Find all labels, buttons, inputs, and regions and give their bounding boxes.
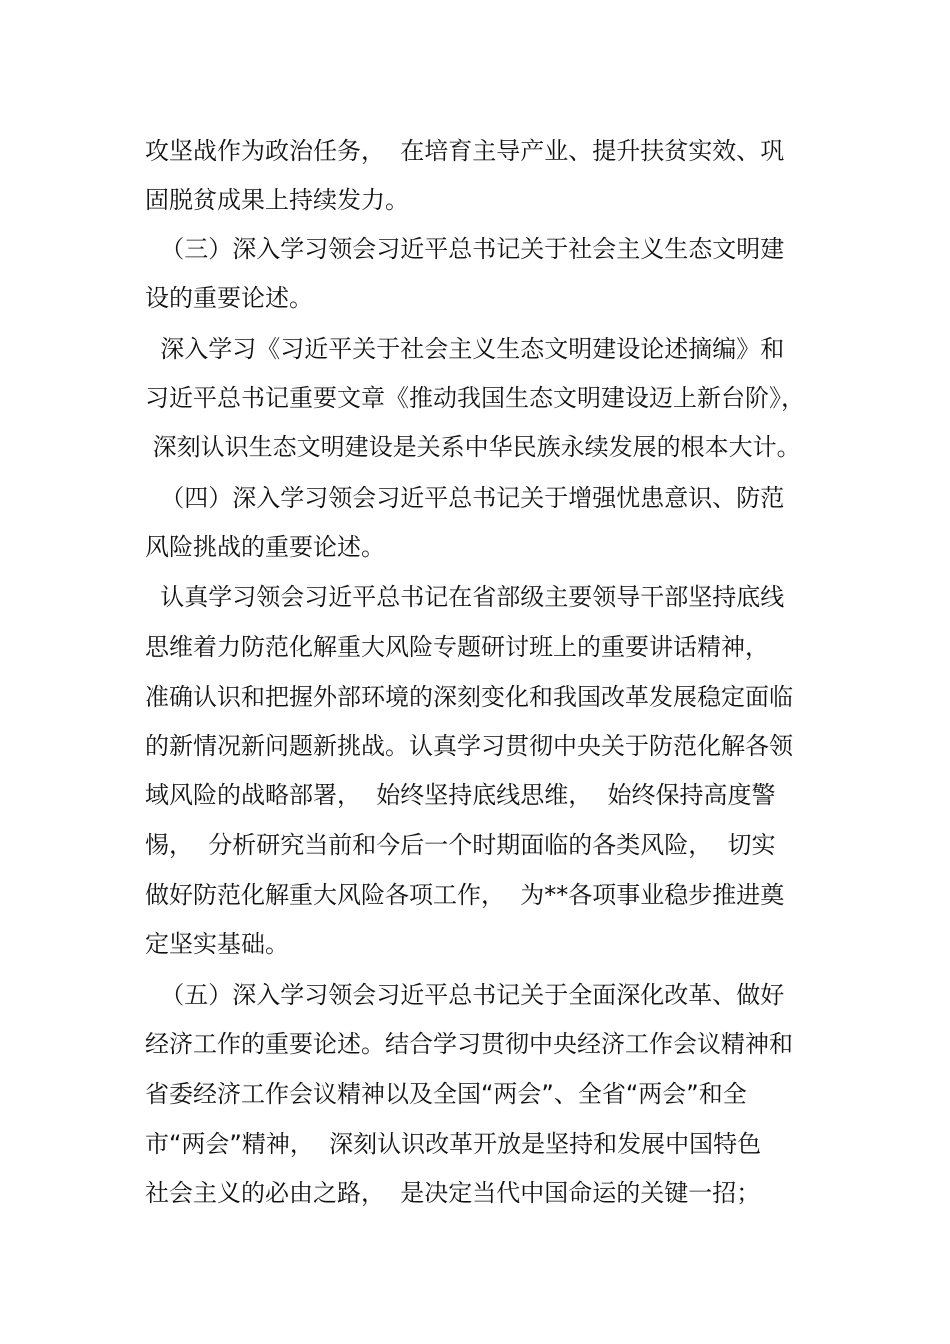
text-line: 深刻认识生态文明建设是关系中华民族永续发展的根本大计。 xyxy=(145,433,801,461)
text-line: （五）深入学习领会习近平总书记关于全面深化改革、做好 xyxy=(145,981,785,1009)
text-line: 固脱贫成果上持续发力。 xyxy=(145,186,409,214)
text-line: 认真学习领会习近平总书记在省部级主要领导干部坚持底线 xyxy=(145,583,785,611)
text-line: 省委经济工作会议精神以及全国“两会”、全省“两会”和全 xyxy=(145,1080,747,1108)
text-line: 定坚实基础。 xyxy=(145,930,289,958)
text-line: （四）深入学习领会习近平总书记关于增强忧患意识、防范 xyxy=(145,484,785,512)
text-line: 惕， 分析研究当前和今后一个时期面临的各类风险， 切实 xyxy=(145,831,776,859)
text-line: 思维着力防范化解重大风险专题研讨班上的重要讲话精神， xyxy=(145,633,769,661)
text-line: 经济工作的重要论述。结合学习贯彻中央经济工作会议精神和 xyxy=(145,1030,793,1058)
text-line: 攻坚战作为政治任务， 在培育主导产业、提升扶贫实效、巩 xyxy=(145,137,785,165)
text-line: 设的重要论述。 xyxy=(145,284,313,312)
text-line: 习近平总书记重要文章《推动我国生态文明建设迈上新台阶》， xyxy=(145,384,805,412)
text-line: 做好防范化解重大风险各项工作， 为**各项事业稳步推进奠 xyxy=(145,881,785,909)
text-line: 的新情况新问题新挑战。认真学习贯彻中央关于防范化解各领 xyxy=(145,732,793,760)
text-line: 准确认识和把握外部环境的深刻变化和我国改革发展稳定面临 xyxy=(145,683,793,711)
text-line: 市“两会”精神， 深刻认识改革开放是坚持和发展中国特色 xyxy=(145,1130,762,1158)
text-line: 风险挑战的重要论述。 xyxy=(145,533,385,561)
text-line: （三）深入学习领会习近平总书记关于社会主义生态文明建 xyxy=(145,235,785,263)
text-line: 深入学习《习近平关于社会主义生态文明建设论述摘编》和 xyxy=(145,335,785,363)
text-line: 域风险的战略部署， 始终坚持底线思维， 始终保持高度警 xyxy=(145,781,776,809)
text-line: 社会主义的必由之路， 是决定当代中国命运的关键一招； xyxy=(145,1179,761,1207)
